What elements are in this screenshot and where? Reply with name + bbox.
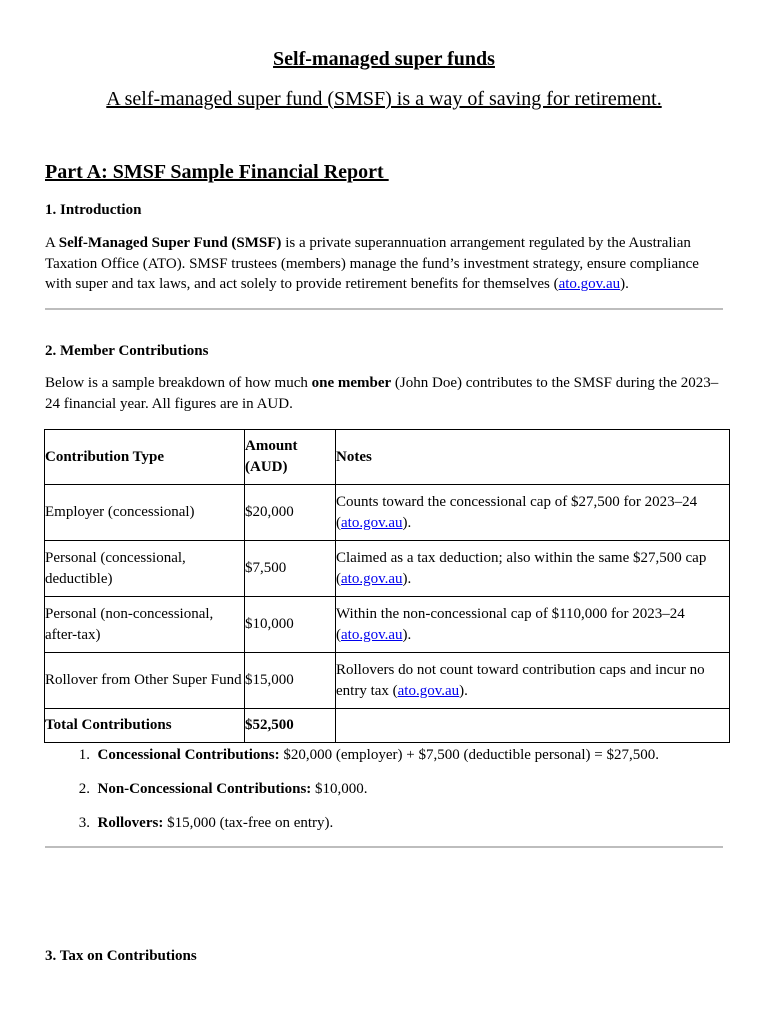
cell-note [336, 485, 730, 541]
list-text: $20,000 (employer) + $7,500 (deductible personal) = $27,500. [279, 747, 659, 763]
note-text: Within the non-concessional cap of $110,000 for 2023–24 ( [336, 605, 685, 643]
list-text: $10,000. [311, 781, 368, 797]
list-number: 1. [78, 747, 90, 763]
contributions-text-2: (John Doe) contributes to the SMSF during the 2023–24 financial year. All figures are in AUD. [45, 375, 719, 412]
intro-text-1: A [45, 235, 59, 251]
list-label: Concessional Contributions: [97, 747, 280, 763]
cell-type: Rollover from Other Super Fund [45, 653, 245, 709]
contributions-one-member: one member [311, 375, 392, 391]
header-contribution-type: Contribution Type [45, 430, 245, 485]
note-text: Rollovers do not count toward contribution caps and incur no entry tax ( [336, 661, 705, 699]
table-row [45, 597, 730, 653]
intro-smsf-term: Self-Managed Super Fund (SMSF) [58, 235, 282, 251]
list-item [45, 813, 333, 833]
divider-1 [45, 308, 723, 310]
contributions-paragraph [45, 373, 725, 414]
list-number: 2. [78, 781, 90, 797]
intro-heading: 1. Introduction [45, 202, 142, 218]
tax-heading: 3. Tax on Contributions [45, 948, 197, 964]
list-item [45, 745, 659, 765]
cell-note [336, 597, 730, 653]
intro-paragraph [45, 233, 725, 295]
header-amount: Amount (AUD) [245, 430, 336, 485]
cell-type: Personal (non-concessional, after-tax) [45, 597, 245, 653]
note-text: Claimed as a tax deduction; also within the same $27,500 cap ( [336, 549, 707, 587]
list-label: Non-Concessional Contributions: [97, 781, 312, 797]
note-end: ). [402, 626, 412, 643]
note-end: ). [459, 682, 468, 699]
page-subtitle: A self-managed super fund (SMSF) is a way of saving for retirement. [106, 88, 662, 110]
total-note-empty [336, 709, 730, 743]
header-notes: Notes [336, 430, 730, 485]
cell-type: Employer (concessional) [45, 485, 245, 541]
note-ato-link[interactable]: ato.gov.au [397, 682, 460, 699]
note-text: Counts toward the concessional cap of $27,500 for 2023–24 ( [336, 493, 698, 531]
table-row [45, 653, 730, 709]
note-ato-link[interactable]: ato.gov.au [341, 570, 403, 587]
table-total-row [45, 709, 730, 743]
list-text: $15,000 (tax-free on entry). [163, 815, 334, 831]
note-end: ). [402, 514, 412, 531]
contributions-text-1: Below is a sample breakdown of how much [45, 375, 312, 391]
contributions-table [44, 429, 730, 743]
intro-text-2: is a private superannuation arrangement regulated by the Australian Taxation Office (ATO). SMSF trustees (members) manage the fund’s investment strategy, ensure compliance with super and tax laws, and act solely to provide retirement benefits for themselves ( [45, 235, 699, 293]
list-item [45, 779, 368, 799]
intro-ato-link[interactable]: ato.gov.au [558, 276, 621, 293]
cell-type: Personal (concessional, deductible) [45, 541, 245, 597]
table-row [45, 541, 730, 597]
cell-amount: $7,500 [245, 541, 336, 597]
divider-2 [45, 846, 723, 848]
cell-note [336, 653, 730, 709]
cell-note [336, 541, 730, 597]
table-row [45, 485, 730, 541]
total-amount: $52,500 [245, 709, 336, 743]
cell-amount: $15,000 [245, 653, 336, 709]
contributions-heading: 2. Member Contributions [45, 343, 209, 359]
list-label: Rollovers: [97, 815, 164, 831]
list-number: 3. [78, 815, 90, 831]
page-title: Self-managed super funds [273, 48, 495, 70]
cell-amount: $10,000 [245, 597, 336, 653]
part-a-heading: Part A: SMSF Sample Financial Report [45, 161, 389, 183]
note-end: ). [402, 570, 412, 587]
table-header-row [45, 430, 730, 485]
cell-amount: $20,000 [245, 485, 336, 541]
note-ato-link[interactable]: ato.gov.au [341, 514, 403, 531]
note-ato-link[interactable]: ato.gov.au [341, 626, 403, 643]
total-label: Total Contributions [45, 709, 245, 743]
intro-text-3: ). [620, 276, 629, 293]
